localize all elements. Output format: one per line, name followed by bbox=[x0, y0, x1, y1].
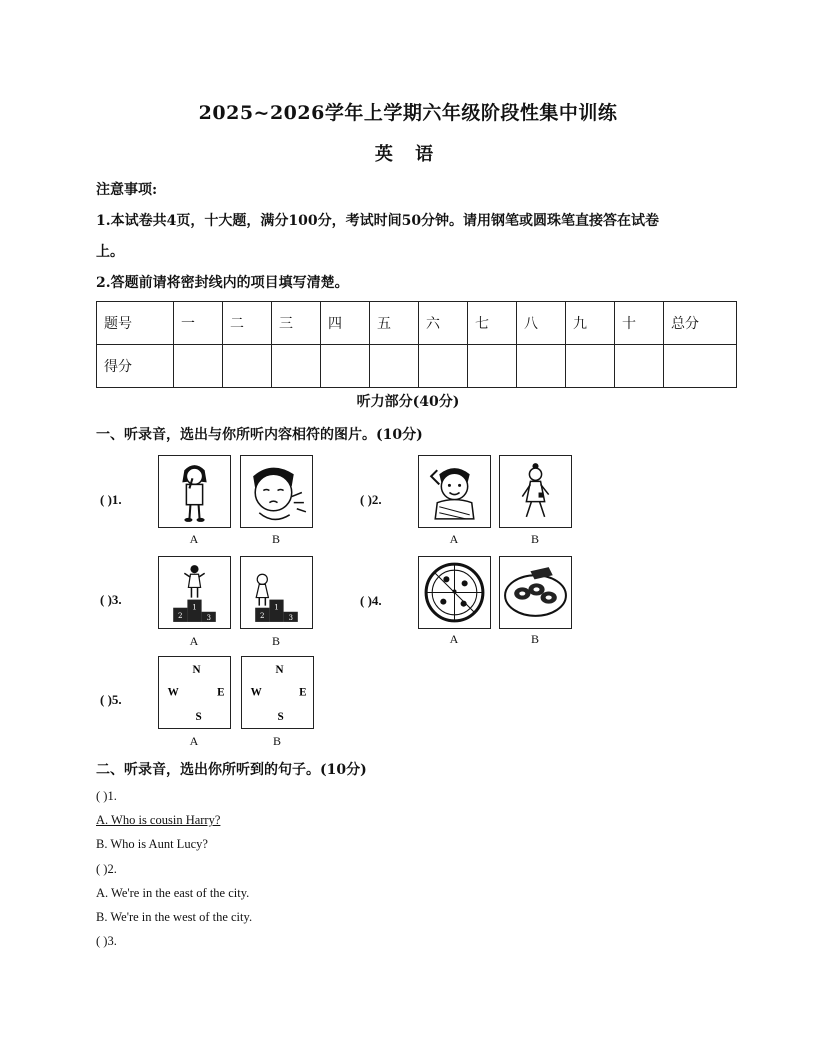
pizza-icon bbox=[419, 557, 490, 628]
table-cell: 总分 bbox=[664, 302, 737, 345]
score-cell[interactable] bbox=[370, 345, 419, 388]
compass-directions-icon bbox=[242, 657, 313, 728]
option-label: B bbox=[272, 734, 281, 748]
table-cell: 得分 bbox=[97, 345, 174, 388]
q2-picture-b[interactable] bbox=[499, 455, 572, 528]
svg-text:1: 1 bbox=[274, 602, 279, 612]
table-cell: 题号 bbox=[97, 302, 174, 345]
question-number: ( )2. bbox=[96, 862, 117, 876]
girl-on-first-place-podium-icon bbox=[159, 557, 230, 628]
q5-picture-b[interactable] bbox=[241, 656, 314, 729]
option-label: A bbox=[189, 634, 199, 648]
score-cell[interactable] bbox=[664, 345, 737, 388]
svg-text:2: 2 bbox=[260, 610, 265, 620]
table-cell: 一 bbox=[174, 302, 223, 345]
score-cell[interactable] bbox=[223, 345, 272, 388]
table-cell: 二 bbox=[223, 302, 272, 345]
table-cell: 八 bbox=[517, 302, 566, 345]
q1-picture-a[interactable] bbox=[158, 455, 231, 528]
compass-north-letter: N bbox=[192, 664, 201, 677]
score-table-header-row bbox=[97, 302, 737, 345]
compass-south-letter: S bbox=[277, 710, 284, 723]
question-number: ( )3. bbox=[100, 592, 122, 607]
question-number: ( )4. bbox=[360, 593, 382, 608]
option-label: A bbox=[189, 532, 199, 546]
compass-north-letter: N bbox=[275, 664, 284, 677]
q3-picture-a[interactable] bbox=[158, 556, 231, 629]
score-cell[interactable] bbox=[174, 345, 223, 388]
option-label: A bbox=[449, 632, 459, 646]
q4-picture-b[interactable] bbox=[499, 556, 572, 629]
q4-picture-a[interactable] bbox=[418, 556, 491, 629]
boy-scratching-head-icon bbox=[419, 456, 490, 527]
girl-walking-icon bbox=[500, 456, 571, 527]
table-cell: 四 bbox=[321, 302, 370, 345]
exam-title: 2025~2026学年上学期六年级阶段性集中训练 bbox=[198, 102, 618, 124]
exam-subject: 英 语 bbox=[374, 144, 442, 165]
question-number: ( )1. bbox=[96, 789, 117, 803]
notes-item2: 2.答题前请将密封线内的项目填写清楚。 bbox=[96, 275, 349, 291]
option-a-text[interactable]: A. Who is cousin Harry? bbox=[96, 813, 221, 827]
score-cell[interactable] bbox=[272, 345, 321, 388]
table-cell: 六 bbox=[419, 302, 468, 345]
option-label: A bbox=[449, 532, 459, 546]
table-cell: 九 bbox=[566, 302, 615, 345]
option-label: B bbox=[530, 532, 539, 546]
question-number: ( )2. bbox=[360, 492, 382, 507]
q3-picture-b[interactable] bbox=[240, 556, 313, 629]
notes-heading: 注意事项: bbox=[96, 182, 158, 198]
option-b-text[interactable]: B. We're in the west of the city. bbox=[96, 910, 253, 924]
sushi-roll-icon bbox=[500, 557, 571, 628]
compass-directions-icon bbox=[159, 657, 230, 728]
score-table-score-row bbox=[97, 345, 737, 388]
svg-text:3: 3 bbox=[288, 612, 293, 622]
notes-item1-line1: 1.本试卷共4页，十大题，满分100分，考试时间50分钟。请用钢笔或圆珠笔直接答在试卷 bbox=[96, 213, 660, 229]
compass-east-letter: E bbox=[299, 686, 307, 699]
table-cell: 十 bbox=[615, 302, 664, 345]
option-label: A bbox=[189, 734, 199, 748]
option-label: B bbox=[530, 632, 539, 646]
compass-south-letter: S bbox=[195, 710, 202, 723]
sick-boy-icon bbox=[241, 456, 312, 527]
compass-east-letter: E bbox=[217, 686, 225, 699]
q1-picture-b[interactable] bbox=[240, 455, 313, 528]
score-cell[interactable] bbox=[566, 345, 615, 388]
score-cell[interactable] bbox=[419, 345, 468, 388]
section2-heading: 二、听录音，选出你所听到的句子。(10分) bbox=[96, 762, 367, 778]
listening-heading: 听力部分(40分) bbox=[356, 394, 460, 410]
svg-text:3: 3 bbox=[206, 612, 211, 622]
section1-heading: 一、听录音，选出与你所听内容相符的图片。(10分) bbox=[96, 427, 423, 443]
option-label: B bbox=[271, 634, 280, 648]
score-cell[interactable] bbox=[517, 345, 566, 388]
q5-picture-a[interactable] bbox=[158, 656, 231, 729]
girl-hand-on-mouth-icon bbox=[159, 456, 230, 527]
option-b-text[interactable]: B. Who is Aunt Lucy? bbox=[96, 837, 208, 851]
option-a-text[interactable]: A. We're in the east of the city. bbox=[96, 886, 250, 900]
q2-picture-a[interactable] bbox=[418, 455, 491, 528]
girl-on-second-place-podium-icon bbox=[241, 557, 312, 628]
question-number: ( )3. bbox=[96, 934, 117, 948]
option-label: B bbox=[271, 532, 280, 546]
table-cell: 七 bbox=[468, 302, 517, 345]
score-table bbox=[96, 301, 737, 388]
question-number: ( )5. bbox=[100, 692, 122, 707]
svg-text:1: 1 bbox=[192, 602, 197, 612]
table-cell: 五 bbox=[370, 302, 419, 345]
score-cell[interactable] bbox=[321, 345, 370, 388]
score-cell[interactable] bbox=[468, 345, 517, 388]
compass-west-letter: W bbox=[167, 686, 179, 699]
table-cell: 三 bbox=[272, 302, 321, 345]
question-number: ( )1. bbox=[100, 492, 122, 507]
svg-text:2: 2 bbox=[178, 610, 183, 620]
notes-item1-line2: 上。 bbox=[96, 244, 124, 260]
compass-west-letter: W bbox=[250, 686, 262, 699]
score-cell[interactable] bbox=[615, 345, 664, 388]
